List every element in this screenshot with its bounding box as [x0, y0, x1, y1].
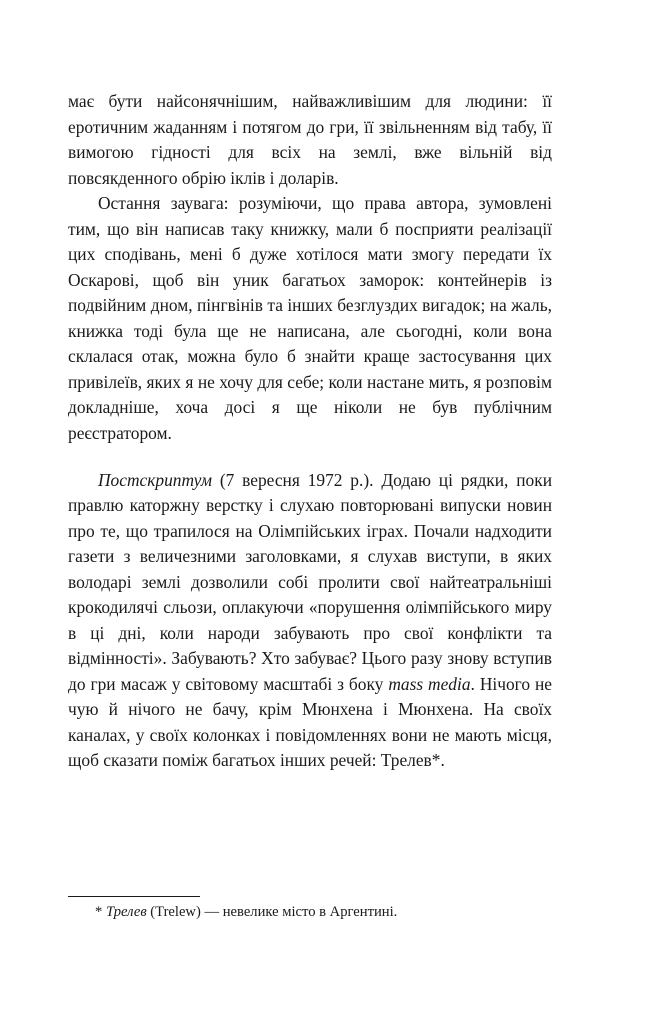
paragraph-continuation: має бути найсонячнішим, найважливішим для людини: її еротичним жаданням і потягом до гри, її звільненням від табу, її вимогою гідності для всіх на землі, вже вільній від повсякденного обрію іклів і доларів. [68, 91, 552, 188]
postscript-text-2: . Нічого не чую й нічого не бачу, крім Мюнхена і Мюнхена. На своїх каналах, у своїх колонках і повідомленнях вони не мають місця, щоб сказати поміж багатьох інших речей: Трелев*. [68, 673, 553, 770]
footnote-marker: * [95, 904, 106, 920]
postscript-label: Постскриптум [98, 469, 212, 490]
footnote-text: (Trelew) — невелике місто в Аргентині. [146, 904, 398, 920]
mass-media-term: mass media [388, 673, 471, 694]
paragraph-final-remark: Остання заувага: розуміючи, що права автора, зумовлені тим, що він написав таку книжку, мали б посприяти реалізації цих сподівань, мені б дуже хотілося мати змогу передати їх Оскарові, щоб він уник багатьох заморок: контейнерів із подвійним дном, пінгвінів та інших безглуздих вигадок; на жаль, книжка тоді була ще не написана, але сьогодні, коли вона склалася отак, можна було б знайти краще застосування цих привілеїв, яких я не хочу для себе; коли настане мить, я розповім докладніше, хоча досі я ще ніколи не був публічним реєстратором. [68, 193, 552, 443]
page-body [68, 89, 552, 774]
paragraph-postscript [68, 468, 552, 774]
postscript-text-1: (7 вересня 1972 р.). Додаю ці рядки, поки правлю каторжну верстку і слухаю повторювані випуски новин про те, що трапилося на Олімпійських іграх. Почали надходити газети з величезними заголовками, я слухав виступи, в яких володарі землі дозволили собі пролити свої найтеатральніші крокодилячі сльози, оплакуючи «порушення олімпійського миру в ці дні, коли народи забувають про свої конфлікти та відмінності». Забувають? Хто забуває? Цього разу знову вступив до гри масаж у світовому масштабі з боку [68, 469, 552, 694]
footnote [68, 902, 552, 922]
footnote-term: Трелев [105, 904, 147, 920]
footnote-divider [68, 896, 200, 897]
